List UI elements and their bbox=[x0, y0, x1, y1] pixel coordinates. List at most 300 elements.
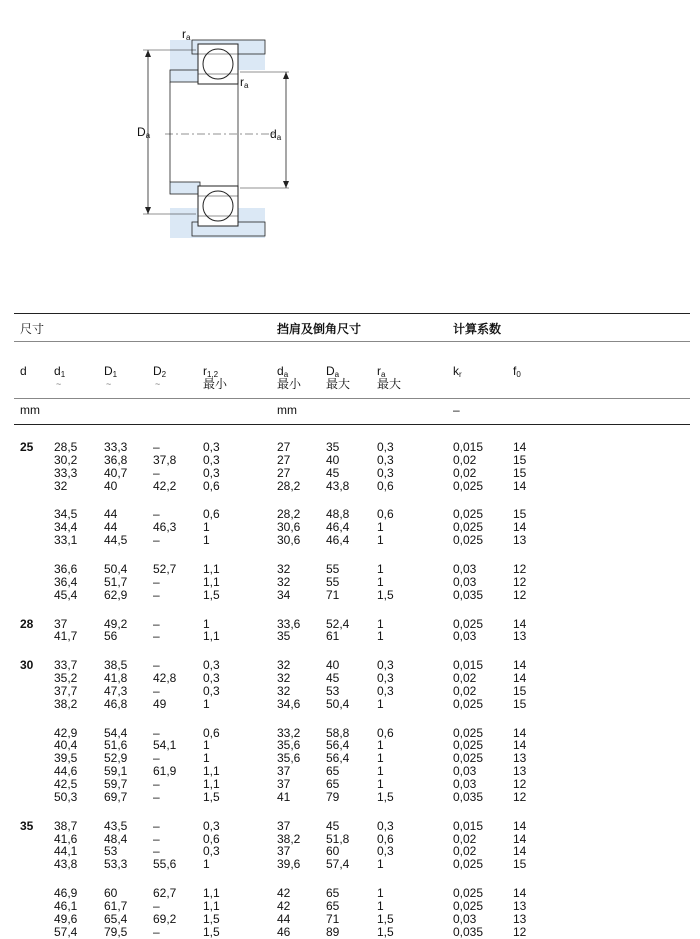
bore-diameter-25: 25 bbox=[20, 440, 34, 454]
cell-D2: – bbox=[153, 616, 160, 631]
cell-d1: 41,6 bbox=[54, 831, 78, 846]
group-header-factors: 计算系数 bbox=[453, 322, 502, 336]
cell-Da: 56,4 bbox=[326, 751, 350, 766]
cell-D2: – bbox=[153, 818, 160, 833]
cell-da: 27 bbox=[277, 465, 291, 480]
cell-D2: – bbox=[153, 465, 160, 480]
cell-ra: 0,3 bbox=[377, 671, 394, 686]
cell-f0: 13 bbox=[513, 533, 527, 548]
cell-d1: 33,7 bbox=[54, 658, 78, 673]
cell-D2: 69,2 bbox=[153, 911, 177, 926]
cell-ra: 0,3 bbox=[377, 658, 394, 673]
cell-f0: 15 bbox=[513, 465, 527, 480]
cell-D1: 53 bbox=[104, 844, 118, 859]
cell-da: 37 bbox=[277, 818, 291, 833]
cell-f0: 12 bbox=[513, 777, 527, 791]
cell-D1: 44 bbox=[104, 507, 118, 522]
cell-D1: 54,4 bbox=[104, 725, 128, 740]
cell-ra: 1 bbox=[377, 764, 384, 779]
cell-f0: 14 bbox=[513, 886, 527, 901]
cell-Da: 46,4 bbox=[326, 520, 350, 535]
cell-D2: 46,3 bbox=[153, 520, 177, 535]
cell-d1: 32 bbox=[54, 478, 68, 493]
cell-r12: 1,1 bbox=[203, 898, 220, 913]
cell-d1: 39,5 bbox=[54, 751, 78, 766]
cell-d1: 38,7 bbox=[54, 818, 78, 833]
cell-f0: 13 bbox=[513, 911, 527, 926]
cell-f0: 15 bbox=[513, 507, 527, 522]
cell-kr: 0,025 bbox=[453, 886, 484, 901]
cell-D2: – bbox=[153, 629, 160, 644]
table-row bbox=[0, 858, 700, 870]
cell-ra: 1 bbox=[377, 629, 384, 644]
cell-f0: 14 bbox=[513, 738, 527, 753]
label-ra-right: $r_a$ bbox=[240, 75, 249, 90]
cell-r12: 0,3 bbox=[203, 683, 220, 698]
cell-Da: 60 bbox=[326, 844, 340, 859]
table-row bbox=[0, 454, 700, 466]
cell-da: 32 bbox=[277, 561, 291, 576]
cell-da: 28,2 bbox=[277, 507, 301, 522]
table-row bbox=[0, 698, 700, 710]
table-row bbox=[0, 900, 700, 912]
cell-da: 35 bbox=[277, 629, 291, 644]
col-header-kr: $k_r$ bbox=[453, 364, 462, 379]
cell-D1: 59,1 bbox=[104, 764, 128, 779]
cell-r12: 1,1 bbox=[203, 886, 220, 901]
cell-f0: 12 bbox=[513, 789, 527, 804]
cell-f0: 13 bbox=[513, 764, 527, 779]
col-header-D2: $D_2$ bbox=[153, 364, 167, 379]
table-row bbox=[0, 441, 700, 453]
cell-kr: 0,025 bbox=[453, 696, 484, 711]
bearing-section-svg bbox=[140, 22, 290, 242]
cell-D2: – bbox=[153, 789, 160, 804]
cell-Da: 40 bbox=[326, 452, 340, 467]
table-row bbox=[0, 727, 700, 739]
cell-d1: 46,9 bbox=[54, 886, 78, 901]
cell-D2: 62,7 bbox=[153, 886, 177, 901]
table-row bbox=[0, 618, 700, 630]
cell-f0: 14 bbox=[513, 616, 527, 631]
cell-da: 34 bbox=[277, 587, 291, 602]
cell-f0: 12 bbox=[513, 561, 527, 576]
cell-ra: 1,5 bbox=[377, 911, 394, 926]
cell-f0: 14 bbox=[513, 844, 527, 859]
cell-d1: 38,2 bbox=[54, 696, 78, 711]
cell-ra: 0,6 bbox=[377, 725, 394, 740]
cell-r12: 1 bbox=[203, 696, 210, 711]
cell-Da: 50,4 bbox=[326, 696, 350, 711]
cell-kr: 0,03 bbox=[453, 911, 477, 926]
cell-kr: 0,02 bbox=[453, 671, 477, 686]
cell-r12: 1 bbox=[203, 533, 210, 548]
cell-ra: 1 bbox=[377, 751, 384, 766]
cell-da: 34,6 bbox=[277, 696, 301, 711]
cell-Da: 71 bbox=[326, 911, 340, 926]
cell-Da: 57,4 bbox=[326, 857, 350, 872]
table-row bbox=[0, 820, 700, 832]
table-header-bottom-rule bbox=[14, 424, 690, 425]
cell-ra: 1 bbox=[377, 738, 384, 753]
cell-D1: 47,3 bbox=[104, 683, 128, 698]
cell-D2: 49 bbox=[153, 696, 167, 711]
cell-D1: 69,7 bbox=[104, 789, 128, 804]
cell-D2: – bbox=[153, 507, 160, 522]
cell-D2: – bbox=[153, 844, 160, 859]
cell-f0: 12 bbox=[513, 924, 527, 939]
cell-r12: 0,3 bbox=[203, 671, 220, 686]
cell-kr: 0,025 bbox=[453, 725, 484, 740]
cell-ra: 1 bbox=[377, 898, 384, 913]
cell-Da: 55 bbox=[326, 561, 340, 576]
table-row bbox=[0, 672, 700, 684]
group-header-dimensions: 尺寸 bbox=[20, 322, 45, 336]
cell-r12: 1,1 bbox=[203, 574, 220, 589]
header-divider-rule bbox=[14, 341, 690, 342]
cell-da: 41 bbox=[277, 789, 291, 804]
cell-ra: 1 bbox=[377, 857, 384, 872]
table-row bbox=[0, 521, 700, 533]
table-row bbox=[0, 778, 700, 790]
col-header-da: $d_a$ bbox=[277, 364, 289, 379]
cell-Da: 65 bbox=[326, 898, 340, 913]
cell-D1: 51,7 bbox=[104, 574, 128, 589]
table-row bbox=[0, 926, 700, 938]
table-row bbox=[0, 467, 700, 479]
cell-ra: 1,5 bbox=[377, 587, 394, 602]
cell-d1: 37 bbox=[54, 616, 68, 631]
cell-D1: 40 bbox=[104, 478, 118, 493]
table-row bbox=[0, 833, 700, 845]
cell-kr: 0,02 bbox=[453, 465, 477, 480]
cell-Da: 52,4 bbox=[326, 616, 350, 631]
table-row bbox=[0, 576, 700, 588]
cell-kr: 0,03 bbox=[453, 777, 477, 791]
table-row bbox=[0, 913, 700, 925]
cell-da: 33,6 bbox=[277, 616, 301, 631]
cell-r12: 1,5 bbox=[203, 789, 220, 804]
cell-D2: – bbox=[153, 924, 160, 939]
cell-r12: 1,1 bbox=[203, 764, 220, 779]
cell-f0: 13 bbox=[513, 898, 527, 913]
cell-r12: 1,5 bbox=[203, 924, 220, 939]
group-header-abutment: 挡肩及倒角尺寸 bbox=[277, 322, 362, 336]
table-row bbox=[0, 887, 700, 899]
cell-Da: 53 bbox=[326, 683, 340, 698]
cell-ra: 0,3 bbox=[377, 683, 394, 698]
col-header-r12: $r_{1,2}$ bbox=[203, 364, 219, 379]
cell-Da: 58,8 bbox=[326, 725, 350, 740]
cell-r12: 1,5 bbox=[203, 587, 220, 602]
cell-kr: 0,03 bbox=[453, 561, 477, 576]
cell-Da: 35 bbox=[326, 440, 340, 454]
cell-D1: 79,5 bbox=[104, 924, 128, 939]
cell-ra: 0,3 bbox=[377, 818, 394, 833]
cell-d1: 36,6 bbox=[54, 561, 78, 576]
cell-r12: 0,3 bbox=[203, 465, 220, 480]
cell-d1: 34,4 bbox=[54, 520, 78, 535]
cell-D1: 41,8 bbox=[104, 671, 128, 686]
cell-d1: 46,1 bbox=[54, 898, 78, 913]
table-row bbox=[0, 563, 700, 575]
cell-r12: 0,6 bbox=[203, 478, 220, 493]
cell-r12: 1,5 bbox=[203, 911, 220, 926]
cell-D1: 49,2 bbox=[104, 616, 128, 631]
cell-D1: 40,7 bbox=[104, 465, 128, 480]
cell-D2: – bbox=[153, 725, 160, 740]
cell-D2: – bbox=[153, 683, 160, 698]
cell-D2: 42,8 bbox=[153, 671, 177, 686]
cell-D2: 54,1 bbox=[153, 738, 177, 753]
cell-da: 32 bbox=[277, 671, 291, 686]
col-da-note: 最小 bbox=[277, 377, 302, 391]
cell-kr: 0,035 bbox=[453, 789, 484, 804]
bore-diameter-30: 30 bbox=[20, 658, 34, 673]
ball-top bbox=[203, 49, 233, 79]
cell-r12: 1,1 bbox=[203, 777, 220, 791]
cell-r12: 1 bbox=[203, 520, 210, 535]
cell-da: 35,6 bbox=[277, 738, 301, 753]
cell-d1: 33,1 bbox=[54, 533, 78, 548]
cell-kr: 0,02 bbox=[453, 831, 477, 846]
table-row bbox=[0, 508, 700, 520]
cell-D1: 44 bbox=[104, 520, 118, 535]
col-header-D1: $D_1$ bbox=[104, 364, 118, 379]
cell-D2: – bbox=[153, 751, 160, 766]
cell-D1: 62,9 bbox=[104, 587, 128, 602]
unit-label-dimensions: mm bbox=[20, 403, 40, 417]
cell-r12: 0,6 bbox=[203, 725, 220, 740]
table-row bbox=[0, 791, 700, 803]
cell-ra: 0,3 bbox=[377, 465, 394, 480]
cell-ra: 0,6 bbox=[377, 478, 394, 493]
col-D1-tilde: ~ bbox=[106, 379, 112, 389]
cell-D1: 48,4 bbox=[104, 831, 128, 846]
cell-Da: 65 bbox=[326, 764, 340, 779]
cell-D2: – bbox=[153, 587, 160, 602]
cell-r12: 0,3 bbox=[203, 658, 220, 673]
label-Da: $D_a$ bbox=[137, 125, 151, 140]
cell-D1: 44,5 bbox=[104, 533, 128, 548]
cell-kr: 0,02 bbox=[453, 844, 477, 859]
cell-f0: 12 bbox=[513, 587, 527, 602]
cell-kr: 0,025 bbox=[453, 507, 484, 522]
cell-D1: 46,8 bbox=[104, 696, 128, 711]
cell-D1: 59,7 bbox=[104, 777, 128, 791]
cell-f0: 14 bbox=[513, 440, 527, 454]
cell-d1: 33,3 bbox=[54, 465, 78, 480]
cell-D1: 52,9 bbox=[104, 751, 128, 766]
cell-ra: 0,3 bbox=[377, 844, 394, 859]
cell-ra: 1 bbox=[377, 574, 384, 589]
cell-d1: 49,6 bbox=[54, 911, 78, 926]
cell-Da: 45 bbox=[326, 818, 340, 833]
cell-ra: 0,3 bbox=[377, 452, 394, 467]
cell-r12: 1 bbox=[203, 738, 210, 753]
col-d1-tilde: ~ bbox=[56, 379, 62, 389]
cell-da: 35,6 bbox=[277, 751, 301, 766]
cell-d1: 37,7 bbox=[54, 683, 78, 698]
cell-f0: 12 bbox=[513, 574, 527, 589]
cell-D2: – bbox=[153, 898, 160, 913]
col-header-f0: $f_0$ bbox=[513, 364, 521, 379]
cell-r12: 0,3 bbox=[203, 440, 220, 454]
cell-ra: 1 bbox=[377, 886, 384, 901]
table-row bbox=[0, 752, 700, 764]
cell-D1: 61,7 bbox=[104, 898, 128, 913]
cell-r12: 1,1 bbox=[203, 629, 220, 644]
cell-ra: 1 bbox=[377, 561, 384, 576]
cell-d1: 44,6 bbox=[54, 764, 78, 779]
cell-f0: 14 bbox=[513, 831, 527, 846]
cell-d1: 35,2 bbox=[54, 671, 78, 686]
label-ra-top: $r_a$ bbox=[182, 27, 191, 42]
bearing-abutment-diagram bbox=[137, 22, 290, 242]
cell-kr: 0,025 bbox=[453, 616, 484, 631]
col-Da-note: 最大 bbox=[326, 377, 351, 391]
cell-f0: 15 bbox=[513, 857, 527, 872]
cell-d1: 34,5 bbox=[54, 507, 78, 522]
unit-label-factors: – bbox=[453, 403, 460, 417]
bore-diameter-28: 28 bbox=[20, 616, 34, 631]
label-da: $d_a$ bbox=[270, 127, 282, 142]
cell-D1: 36,8 bbox=[104, 452, 128, 467]
cell-da: 32 bbox=[277, 574, 291, 589]
cell-ra: 1 bbox=[377, 533, 384, 548]
bore-diameter-35: 35 bbox=[20, 818, 34, 833]
cell-ra: 1 bbox=[377, 777, 384, 791]
cell-kr: 0,02 bbox=[453, 683, 477, 698]
cell-D1: 50,4 bbox=[104, 561, 128, 576]
table-row bbox=[0, 589, 700, 601]
cell-da: 42 bbox=[277, 898, 291, 913]
cell-D2: 61,9 bbox=[153, 764, 177, 779]
unit-label-abutment: mm bbox=[277, 403, 297, 417]
cell-r12: 0,3 bbox=[203, 818, 220, 833]
cell-d1: 45,4 bbox=[54, 587, 78, 602]
cell-D2: – bbox=[153, 574, 160, 589]
cell-d1: 57,4 bbox=[54, 924, 78, 939]
cell-da: 27 bbox=[277, 452, 291, 467]
cell-f0: 14 bbox=[513, 818, 527, 833]
cell-kr: 0,015 bbox=[453, 440, 484, 454]
cell-f0: 14 bbox=[513, 658, 527, 673]
cell-d1: 42,9 bbox=[54, 725, 78, 740]
cell-f0: 13 bbox=[513, 751, 527, 766]
cell-ra: 1,5 bbox=[377, 924, 394, 939]
cell-D2: 42,2 bbox=[153, 478, 177, 493]
cell-da: 39,6 bbox=[277, 857, 301, 872]
cell-kr: 0,025 bbox=[453, 478, 484, 493]
cell-Da: 65 bbox=[326, 886, 340, 901]
cell-f0: 15 bbox=[513, 696, 527, 711]
cell-Da: 65 bbox=[326, 777, 340, 791]
cell-Da: 56,4 bbox=[326, 738, 350, 753]
cell-D1: 65,4 bbox=[104, 911, 128, 926]
cell-D2: 55,6 bbox=[153, 857, 177, 872]
cell-kr: 0,025 bbox=[453, 738, 484, 753]
cell-D2: 52,7 bbox=[153, 561, 177, 576]
table-row bbox=[0, 659, 700, 671]
cell-Da: 61 bbox=[326, 629, 340, 644]
cell-D2: – bbox=[153, 777, 160, 791]
cell-kr: 0,025 bbox=[453, 898, 484, 913]
cell-kr: 0,015 bbox=[453, 658, 484, 673]
cell-d1: 44,1 bbox=[54, 844, 78, 859]
cell-D1: 43,5 bbox=[104, 818, 128, 833]
table-row bbox=[0, 765, 700, 777]
cell-D1: 60 bbox=[104, 886, 118, 901]
cell-kr: 0,025 bbox=[453, 533, 484, 548]
cell-da: 33,2 bbox=[277, 725, 301, 740]
cell-f0: 15 bbox=[513, 452, 527, 467]
cell-D1: 38,5 bbox=[104, 658, 128, 673]
cell-d1: 42,5 bbox=[54, 777, 78, 791]
cell-da: 37 bbox=[277, 777, 291, 791]
cell-Da: 45 bbox=[326, 671, 340, 686]
cell-Da: 46,4 bbox=[326, 533, 350, 548]
cell-Da: 51,8 bbox=[326, 831, 350, 846]
col-header-Da: $D_a$ bbox=[326, 364, 340, 379]
cell-kr: 0,03 bbox=[453, 574, 477, 589]
cell-da: 38,2 bbox=[277, 831, 301, 846]
cell-da: 42 bbox=[277, 886, 291, 901]
cell-kr: 0,025 bbox=[453, 751, 484, 766]
cell-kr: 0,03 bbox=[453, 764, 477, 779]
col-header-d1: $d_1$ bbox=[54, 364, 66, 379]
cell-da: 32 bbox=[277, 658, 291, 673]
cell-Da: 79 bbox=[326, 789, 340, 804]
cell-D2: – bbox=[153, 658, 160, 673]
cell-da: 37 bbox=[277, 764, 291, 779]
cell-D1: 51,6 bbox=[104, 738, 128, 753]
table-row bbox=[0, 534, 700, 546]
cell-da: 28,2 bbox=[277, 478, 301, 493]
cell-Da: 43,8 bbox=[326, 478, 350, 493]
cell-Da: 89 bbox=[326, 924, 340, 939]
cell-kr: 0,015 bbox=[453, 818, 484, 833]
cell-da: 37 bbox=[277, 844, 291, 859]
cell-ra: 1 bbox=[377, 616, 384, 631]
table-row bbox=[0, 845, 700, 857]
cell-d1: 28,5 bbox=[54, 440, 78, 454]
cell-d1: 43,8 bbox=[54, 857, 78, 872]
table-row bbox=[0, 739, 700, 751]
cell-da: 30,6 bbox=[277, 533, 301, 548]
cell-ra: 0,6 bbox=[377, 831, 394, 846]
col-header-d: d bbox=[20, 364, 27, 378]
cell-da: 32 bbox=[277, 683, 291, 698]
cell-r12: 0,3 bbox=[203, 452, 220, 467]
cell-r12: 0,3 bbox=[203, 844, 220, 859]
cell-kr: 0,035 bbox=[453, 587, 484, 602]
cell-da: 27 bbox=[277, 440, 291, 454]
cell-r12: 1 bbox=[203, 857, 210, 872]
cell-D2: – bbox=[153, 831, 160, 846]
cell-D1: 53,3 bbox=[104, 857, 128, 872]
cell-Da: 71 bbox=[326, 587, 340, 602]
cell-da: 46 bbox=[277, 924, 291, 939]
cell-d1: 36,4 bbox=[54, 574, 78, 589]
units-top-rule bbox=[14, 398, 690, 399]
col-header-ra: $r_a$ bbox=[377, 364, 386, 379]
cell-Da: 45 bbox=[326, 465, 340, 480]
ball-bottom bbox=[203, 191, 233, 221]
cell-D2: – bbox=[153, 533, 160, 548]
table-row bbox=[0, 480, 700, 492]
cell-kr: 0,025 bbox=[453, 520, 484, 535]
